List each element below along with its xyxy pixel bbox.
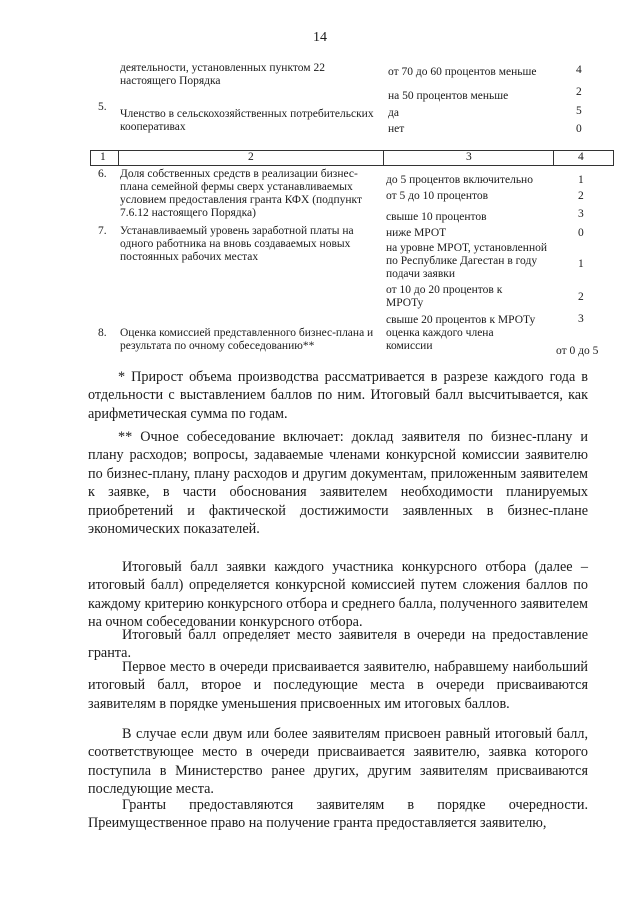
option-score: 2 <box>578 190 584 202</box>
option-score: 2 <box>576 86 582 98</box>
option-text: на уровне МРОТ, установленной по Республике Дагестан в году подачи заявки <box>386 242 547 280</box>
option-score: 2 <box>578 291 584 303</box>
option-text: свыше 20 процентов к МРОТу <box>386 314 536 326</box>
footnote-growth: * Прирост объема производства рассматривается в разрезе каждого года в отдельности с выставлением баллов по ним. Итоговый балл высчитывается, как арифметическая сумма по годам. <box>88 369 588 422</box>
option-text: свыше 10 процентов <box>386 211 487 223</box>
criterion-text: Доля собственных средств в реализации бизнес-плана семейной фермы сверх устанавливаемых условием предоставления гранта КФХ (подпункт 7.6.12 настоящего Порядка) <box>120 168 362 219</box>
row-number: 7. <box>98 225 107 237</box>
option-score: 3 <box>578 313 584 325</box>
option-score: 4 <box>576 64 582 76</box>
header-cell: 4 <box>578 151 584 163</box>
footnote-interview: ** Очное собеседование включает: доклад заявителя по бизнес-плану и плану расходов; вопросы, задаваемые членами конкурсной комиссии заявителю по бизнес-плану, плану расходов и другим документам, приложенным заявителем к заявке, в части обоснования заявителем необходимости планируемых приобретений и фактической достижимости заявленных в бизнес-плане экономических показателей. <box>88 429 588 538</box>
header-cell: 1 <box>100 151 106 163</box>
option-score: 1 <box>578 258 584 270</box>
option-text: ниже МРОТ <box>386 227 447 239</box>
criterion-text: Устанавливаемый уровень заработной платы на одного работника на вновь создаваемых новых постоянных рабочих местах <box>120 225 354 263</box>
option-text: на 50 процентов меньше <box>388 90 509 102</box>
option-score: 1 <box>578 174 584 186</box>
row-number: 6. <box>98 168 107 180</box>
option-text: от 5 до 10 процентов <box>386 190 489 202</box>
option-text: оценка каждого члена комиссии <box>386 327 494 352</box>
option-text: от 70 до 60 процентов меньше <box>388 66 537 78</box>
paragraph-queue-place: Итоговый балл определяет место заявителя в очереди на предоставление гранта. <box>88 627 588 662</box>
header-cell: 3 <box>466 151 472 163</box>
option-score: от 0 до 5 <box>556 345 599 357</box>
header-cell: 2 <box>248 151 254 163</box>
option-score: 5 <box>576 105 582 117</box>
row-number: 8. <box>98 327 107 339</box>
option-score: 3 <box>578 208 584 220</box>
option-score: 0 <box>578 227 584 239</box>
paragraph-total-score: Итоговый балл заявки каждого участника конкурсного отбора (далее – итоговый балл) определяется конкурсной комиссией путем сложения баллов по каждому критерию конкурсного отбора и среднего балла, полученного заявителем на очном собеседовании конкурсного отбора. <box>88 559 588 631</box>
option-text: да <box>388 107 399 119</box>
paragraph-equal-score: В случае если двум или более заявителям присвоен равный итоговый балл, соответствующее место в очереди присваивается заявителю, заявка которого поступила в Министерство ранее других, другим заявителям присваиваются последующие места. <box>88 726 588 798</box>
option-score: 0 <box>576 123 582 135</box>
row-number: 5. <box>98 101 107 113</box>
page-number: 14 <box>313 30 327 45</box>
criterion-text: Членство в сельскохозяйственных потребительских кооперативах <box>120 108 374 133</box>
option-text: от 10 до 20 процентов к МРОТу <box>386 284 503 309</box>
option-text: до 5 процентов включительно <box>386 174 533 186</box>
option-text: нет <box>388 123 405 135</box>
criterion-text: Оценка комиссией представленного бизнес-плана и результата по очному собеседованию** <box>120 327 374 352</box>
paragraph-grants-order: Гранты предоставляются заявителям в порядке очередности. Преимущественное право на получение гранта предоставляется заявителю, <box>88 797 588 832</box>
paragraph-first-place: Первое место в очереди присваивается заявителю, набравшему наибольший итоговый балл, второе и последующие места в очереди присваиваются заявителям в порядке уменьшения присвоенных им итоговых баллов. <box>88 659 588 712</box>
criterion-text: деятельности, установленных пунктом 22 настоящего Порядка <box>120 62 325 87</box>
